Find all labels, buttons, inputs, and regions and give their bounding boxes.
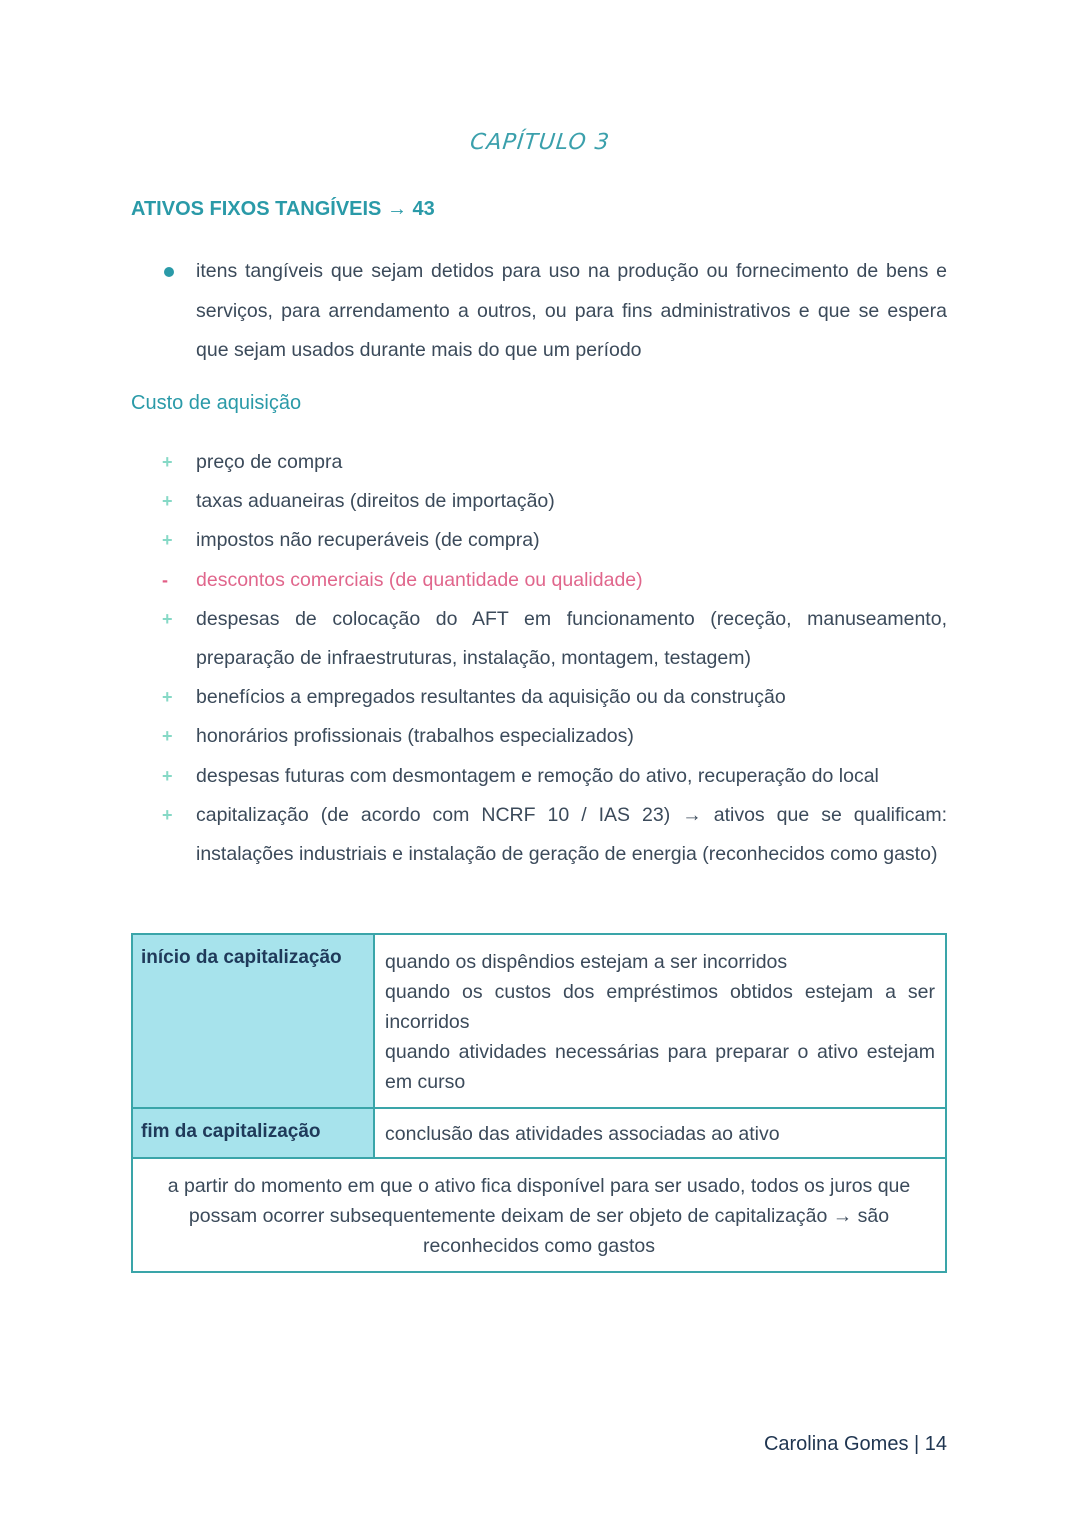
chapter-heading: CAPÍTULO 3	[468, 130, 612, 155]
row-label: início da capitalização	[132, 934, 374, 1108]
cost-item	[131, 796, 947, 874]
cost-item-text: descontos comerciais (de quantidade ou qualidade)	[196, 568, 643, 591]
row-value	[374, 1108, 946, 1158]
definition-list	[131, 252, 947, 371]
subsection-title: Custo de aquisição	[131, 392, 302, 414]
cost-item	[131, 521, 947, 560]
plus-sign-icon: +	[162, 491, 173, 512]
bullet-dot-icon	[164, 267, 174, 277]
plus-sign-icon: +	[162, 452, 173, 472]
cost-item	[131, 600, 947, 678]
minus-sign-icon: -	[162, 569, 168, 590]
cost-item-text: despesas futuras com desmontagem e remoção do ativo, recuperação do local	[196, 764, 879, 787]
cost-item	[131, 717, 947, 756]
cost-item-text: benefícios a empregados resultantes da aquisição ou da construção	[196, 686, 786, 709]
value-line: conclusão das atividades associadas ao ativo	[385, 1123, 780, 1145]
plus-sign-icon: +	[162, 804, 173, 825]
row-label: fim da capitalização	[132, 1108, 374, 1158]
acquisition-cost-list	[131, 443, 947, 874]
cost-item-text: preço de compra	[196, 451, 343, 473]
cost-item	[131, 482, 947, 521]
cost-item-text: impostos não recuperáveis (de compra)	[196, 529, 540, 552]
plus-sign-icon: +	[162, 530, 173, 551]
table-row	[132, 1108, 946, 1158]
table-note: a partir do momento em que o ativo fica disponível para ser usado, todos os juros que possam ocorrer subsequentemente deixam de ser objeto de capitalização → são reconhecidos como gastos	[132, 1158, 946, 1272]
row-value	[374, 934, 946, 1108]
plus-sign-icon: +	[162, 726, 173, 747]
plus-sign-icon: +	[162, 608, 173, 629]
cost-item-text: honorários profissionais (trabalhos especializados)	[196, 725, 634, 748]
definition-text: itens tangíveis que sejam detidos para uso na produção ou fornecimento de bens e serviços, para arrendamento a outros, ou para fins administrativos e que se espera que sejam usados durante mais do que um período	[196, 260, 947, 361]
definition-item	[131, 252, 947, 371]
cost-item	[131, 443, 947, 482]
page-footer: Carolina Gomes | 14	[763, 1433, 947, 1455]
cost-item	[131, 561, 947, 600]
cost-item-text: despesas de colocação do AFT em funcionamento (receção, manuseamento, preparação de infraestruturas, instalação, montagem, testagem)	[196, 607, 947, 670]
plus-sign-icon: +	[162, 765, 173, 786]
table-row	[132, 934, 946, 1108]
value-line: quando os dispêndios estejam a ser incorridos	[385, 951, 788, 973]
value-line: quando atividades necessárias para preparar o ativo estejam em curso	[385, 1041, 935, 1093]
section-title: ATIVOS FIXOS TANGÍVEIS → 43	[131, 198, 435, 220]
capitalization-table	[131, 933, 947, 1273]
cost-item-text: capitalização (de acordo com NCRF 10 / IAS 23) → ativos que se qualificam: instalações industriais e instalação de geração de energia (reconhecidos como gasto)	[196, 803, 947, 866]
cost-item	[131, 757, 947, 796]
cost-item	[131, 678, 947, 717]
value-line: quando os custos dos empréstimos obtidos estejam a ser incorridos	[385, 981, 935, 1033]
table-row	[132, 1158, 946, 1272]
plus-sign-icon: +	[162, 687, 173, 708]
cost-item-text: taxas aduaneiras (direitos de importação)	[196, 490, 555, 513]
